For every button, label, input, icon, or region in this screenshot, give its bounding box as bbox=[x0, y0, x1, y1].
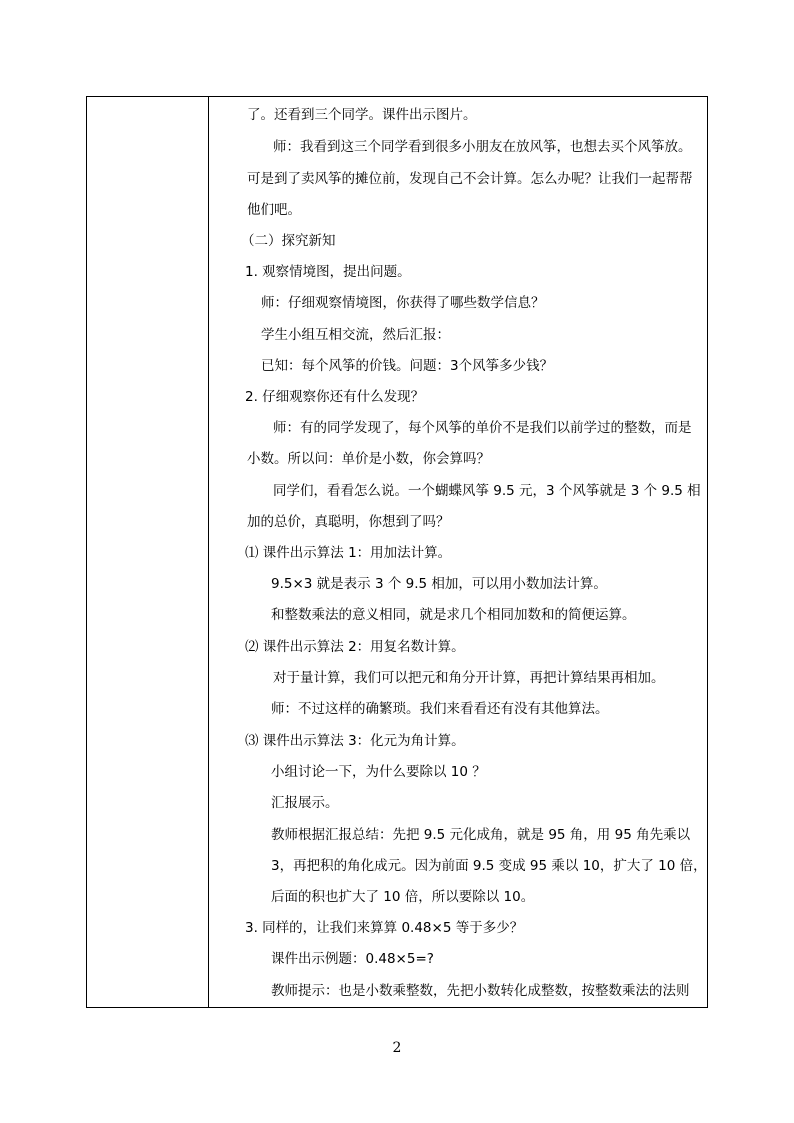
text-line: 课件出示例题：0.48×5=? bbox=[271, 951, 434, 967]
text-line: 师：有的同学发现了，每个风筝的单价不是我们以前学过的整数，而是 bbox=[273, 420, 692, 436]
text-line: 小数。所以问：单价是小数，你会算吗？ bbox=[247, 451, 490, 467]
text-line: 师：仔细观察情境图，你获得了哪些数学信息？ bbox=[261, 295, 545, 311]
lesson-table bbox=[86, 96, 708, 1008]
text-line: 学生小组互相交流，然后汇报： bbox=[261, 327, 450, 343]
numbered-item: 3. 同样的，让我们来算算 0.48×5 等于多少？ bbox=[245, 920, 524, 936]
text-line: 了。还看到三个同学。课件出示图片。 bbox=[247, 107, 477, 123]
text-line: 师：不过这样的确繁琐。我们来看看还有没有其他算法。 bbox=[271, 701, 609, 717]
text-line: 汇报展示。 bbox=[271, 795, 339, 811]
numbered-item: 1. 观察情境图，提出问题。 bbox=[245, 264, 411, 280]
section-heading: （二）探究新知 bbox=[241, 233, 336, 249]
text-line: 加的总价，真聪明，你想到了吗？ bbox=[247, 514, 450, 530]
text-line: 9.5×3 就是表示 3 个 9.5 相加，可以用小数加法计算。 bbox=[271, 576, 607, 592]
numbered-item: ⑶ 课件出示算法 3：化元为角计算。 bbox=[245, 733, 465, 749]
text-line: 教师提示：也是小数乘整数，先把小数转化成整数，按整数乘法的法则 bbox=[271, 983, 690, 999]
text-line: 师：我看到这三个同学看到很多小朋友在放风筝，也想去买个风筝放。 bbox=[273, 139, 692, 155]
numbered-item: 2. 仔细观察你还有什么发现？ bbox=[245, 389, 425, 405]
text-line: 教师根据汇报总结：先把 9.5 元化成角，就是 95 角，用 95 角先乘以 bbox=[271, 827, 691, 843]
text-line: 和整数乘法的意义相同，就是求几个相同加数和的简便运算。 bbox=[271, 607, 636, 623]
numbered-item: ⑴ 课件出示算法 1：用加法计算。 bbox=[245, 545, 452, 561]
lesson-content-cell bbox=[209, 97, 707, 1007]
numbered-item: ⑵ 课件出示算法 2：用复名数计算。 bbox=[245, 639, 465, 655]
text-line: 小组讨论一下，为什么要除以 10 ？ bbox=[271, 764, 486, 780]
page-number: 2 bbox=[392, 1040, 402, 1056]
text-line: 他们吧。 bbox=[247, 202, 301, 218]
text-line: 已知：每个风筝的价钱。问题：3个风筝多少钱？ bbox=[261, 358, 554, 374]
text-line: 后面的积也扩大了 10 倍，所以要除以 10。 bbox=[271, 889, 535, 905]
text-line: 同学们，看看怎么说。一个蝴蝶风筝 9.5 元，3 个风筝就是 3 个 9.5 相 bbox=[273, 483, 701, 499]
text-line: 可是到了卖风筝的摊位前，发现自己不会计算。怎么办呢？让我们一起帮帮 bbox=[247, 171, 693, 187]
text-line: 3，再把积的角化成元。因为前面 9.5 变成 95 乘以 10，扩大了 10 倍， bbox=[271, 858, 707, 874]
text-line: 对于量计算，我们可以把元和角分开计算，再把计算结果再相加。 bbox=[273, 670, 665, 686]
